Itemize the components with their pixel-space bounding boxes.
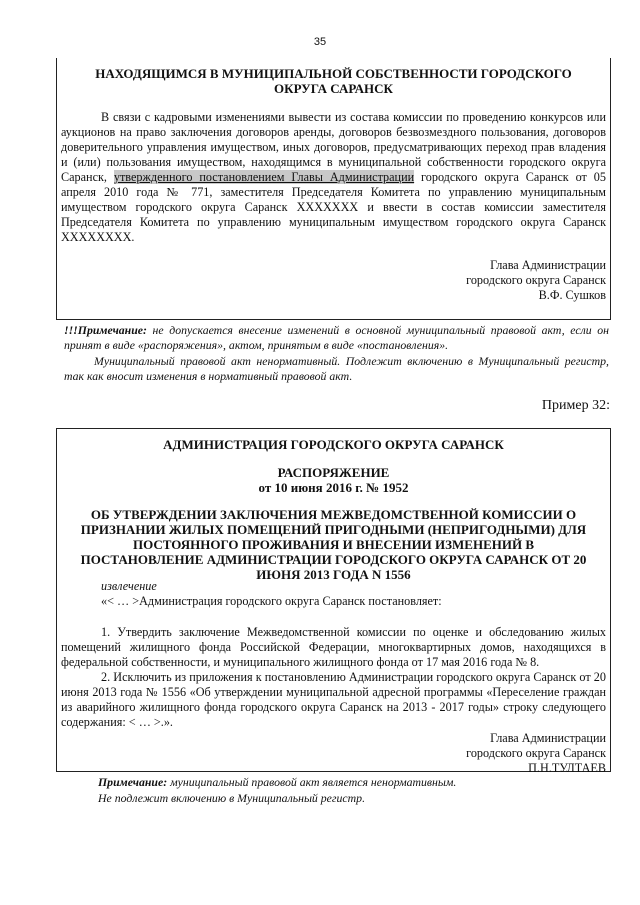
block1-signature: [306, 258, 606, 303]
signature-name: П.Н.ТУЛТАЕВ: [528, 761, 606, 775]
block1-text-after: городского округа Саранск от 05 апреля 2010 года № 771, заместителя Председателя Комитета по управлению муниципальным имуществом городского округа Саранск ХХХХХХХ и ввести в состав комиссии заместителя Председателя Комитета по управлению муниципальным имуществом городского округа Саранск ХХХХХХХХ.: [61, 170, 606, 244]
signature-line: Глава Администрации: [490, 258, 606, 272]
block2-item-1: 1. Утвердить заключение Межведомственной комиссии по оценке и обследованию жилых помещений жилищного фонда Российской Федерации, многоквартирных домов, находящихся в федеральной собственности, и муниципального жилищного фонда от 17 мая 2016 года № 8.: [61, 625, 606, 669]
block2-doc-type: РАСПОРЯЖЕНИЕ: [277, 465, 390, 480]
block2-title: ОБ УТВЕРЖДЕНИИ ЗАКЛЮЧЕНИЯ МЕЖВЕДОМСТВЕННОЙ КОМИССИИ О ПРИЗНАНИИ ЖИЛЫХ ПОМЕЩЕНИЙ ПРИГОДНЫМИ (НЕПРИГОДНЫМИ) ДЛЯ ПОСТОЯННОГО ПРОЖИВАНИЯ И ВНЕСЕНИИ ИЗМЕНЕНИЙ В ПОСТАНОВЛЕНИЕ АДМИНИСТРАЦИИ ГОРОДСКОГО ОКРУГА САРАНСК ОТ 20 ИЮНЯ 2013 ГОДА N 1556: [80, 507, 587, 582]
block2-extract: извлечение: [101, 579, 157, 593]
block2-doc-date: от 10 июня 2016 г. № 1952: [258, 480, 409, 495]
note-2-second: Не подлежит включению в Муниципальный регистр.: [98, 791, 366, 805]
note-2-text: муниципальный правовой акт является ненормативным.: [167, 775, 457, 789]
signature-line: Глава Администрации: [490, 731, 606, 745]
signature-line: городского округа Саранск: [466, 273, 606, 287]
note-2-label: Примечание:: [98, 775, 168, 789]
note-1-text: не допускается внесение изменений в основной муниципальный правовой акт, если он принят в виде «распоряжения», актом, принятым в виде «постановления».: [64, 323, 609, 352]
block1-paragraph: [61, 110, 606, 245]
note-2: [98, 775, 608, 790]
block1-text-before: В связи с кадровыми изменениями вывести из состава комиссии по проведению конкурсов или аукционов на право заключения договоров аренды, договоров безвозмездного пользования, договоров доверительного управления имуществом, иных договоров, предусматривающих переход прав владения и (или) пользования имуществом, находящимся в муниципальной собственности городского округа Саранск,: [61, 110, 606, 184]
note-1-second: Муниципальный правовой акт ненормативный. Подлежит включению в Муниципальный регистр, так как вносит изменения в нормативный правовой акт.: [64, 354, 609, 383]
document-block-1: [56, 58, 611, 320]
signature-name: В.Ф. Сушков: [538, 288, 606, 302]
block2-item-2: 2. Исключить из приложения к постановлению Администрации городского округа Саранск от 20 июня 2013 года № 1556 «Об утверждении муниципальной адресной программы «Переселение граждан из аварийного жилищного фонда городского округа Саранск на 2013 - 2017 годы» строку следующего содержания: < … >.».: [61, 670, 606, 729]
block2-intro: «< … >Администрация городского округа Саранск постановляет:: [101, 594, 442, 608]
highlighted-text: утвержденного постановлением Главы Администрации: [113, 170, 415, 184]
block2-signature: [306, 731, 606, 776]
block1-title: НАХОДЯЩИМСЯ В МУНИЦИПАЛЬНОЙ СОБСТВЕННОСТИ ГОРОДСКОГО ОКРУГА САРАНСК: [95, 66, 572, 96]
page-number: 35: [313, 36, 327, 48]
block2-org: АДМИНИСТРАЦИЯ ГОРОДСКОГО ОКРУГА САРАНСК: [163, 437, 504, 452]
signature-line: городского округа Саранск: [466, 746, 606, 760]
example-label: Пример 32:: [541, 398, 610, 413]
note-1: [64, 323, 609, 353]
note-1-label: !!!Примечание:: [64, 323, 147, 337]
document-block-2: [56, 428, 611, 775]
